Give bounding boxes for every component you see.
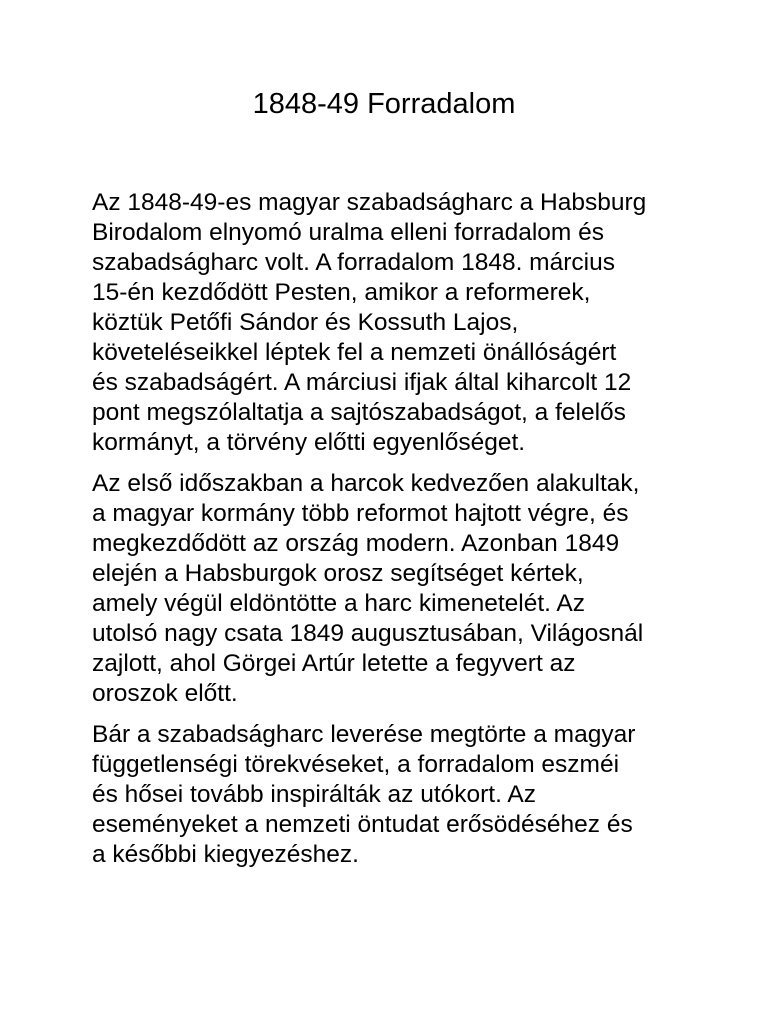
document-body <box>92 188 692 881</box>
paragraph-3: Bár a szabadságharc leverése megtörte a magyar függetlenségi törekvéseket, a forradalom eszméi és hősei tovább inspirálták az utókort. Az eseményeket a nemzeti öntudat erősödéséhez és a későbbi kiegyezéshez. <box>92 721 636 868</box>
document-title: 1848-49 Forradalom <box>252 88 516 120</box>
paragraph-1: Az 1848-49-es magyar szabadságharc a Habsburg Birodalom elnyomó uralma elleni forradalom és szabadságharc volt. A forradalom 1848. március 15-én kezdődött Pesten, amikor a reformerek, köztük Petőfi Sándor és Kossuth Lajos, követeléseikkel léptek fel a nemzeti önállóságért és szabadságért. A márciusi ifjak által kiharcolt 12 pont megszólaltatja a sajtószabadságot, a felelős kormányt, a törvény előtti egyenlőséget. <box>92 189 647 456</box>
paragraph-2: Az első időszakban a harcok kedvezően alakultak, a magyar kormány több reformot hajtott végre, és megkezdődött az ország modern. Azonban 1849 elején a Habsburgok orosz segítséget kértek, amely végül eldöntötte a harc kimenetelét. Az utolsó nagy csata 1849 augusztusában, Világosnál zajlott, ahol Görgei Artúr letette a fegyvert az oroszok előtt. <box>92 470 644 707</box>
